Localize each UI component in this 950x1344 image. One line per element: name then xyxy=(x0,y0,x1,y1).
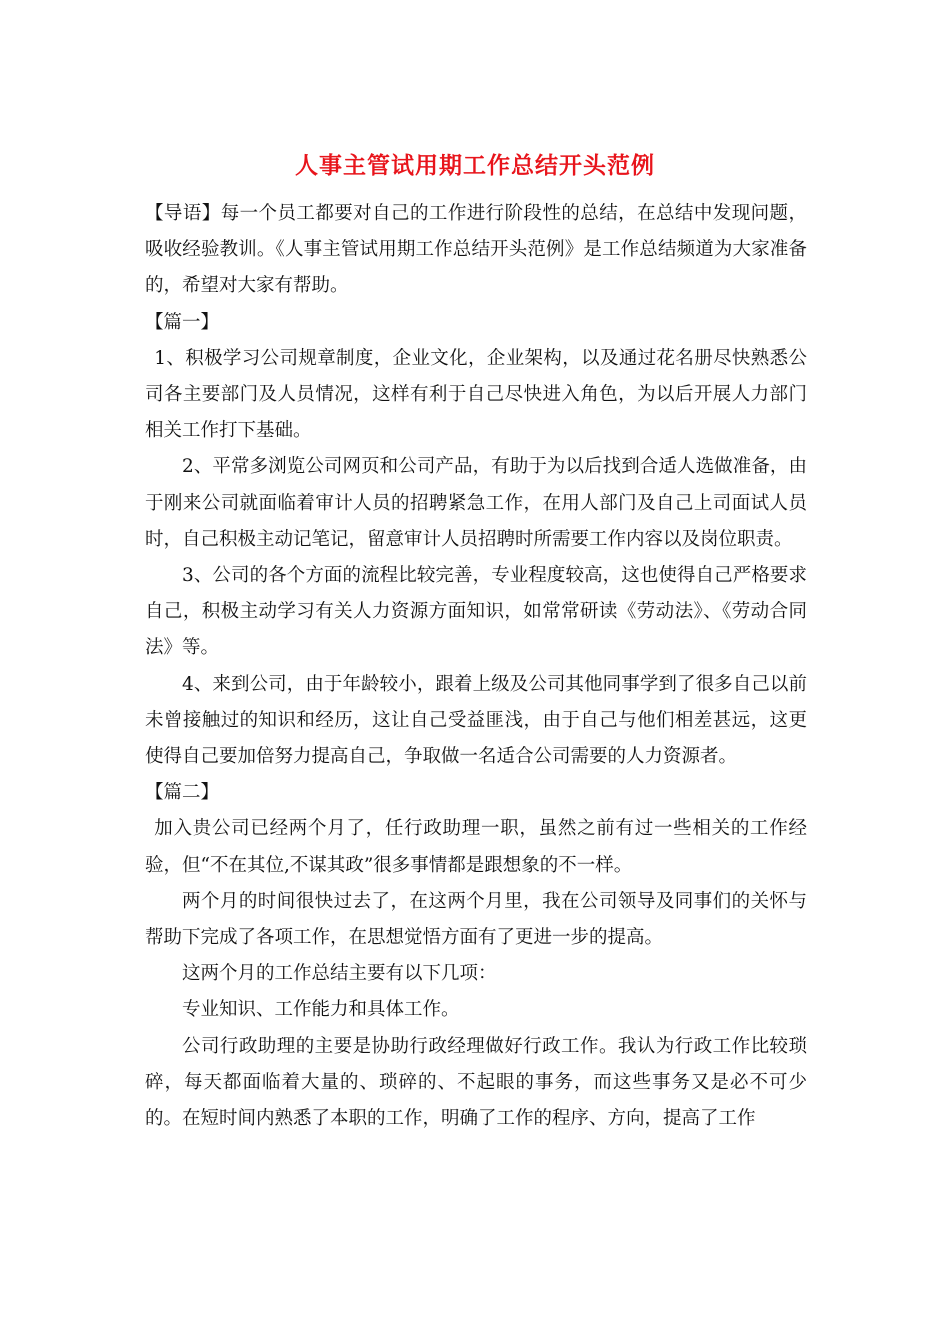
document-title: 人事主管试用期工作总结开头范例 xyxy=(295,153,655,179)
section2-paragraph: 加入贵公司已经两个月了，任行政助理一职，虽然之前有过一些相关的工作经验，但“不在其位,不谋其政”很多事情都是跟想象的不一样。 xyxy=(145,818,807,876)
section2-paragraph: 公司行政助理的主要是协助行政经理做好行政工作。我认为行政工作比较琐碎，每天都面临着大量的、琐碎的、不起眼的事务，而这些事务又是必不可少的。在短时间内熟悉了本职的工作，明确了工作的程序、方向，提高了工作 xyxy=(145,1035,807,1130)
section-heading-1: 【篇一】 xyxy=(145,311,220,333)
section1-paragraph: 3、公司的各个方面的流程比较完善，专业程度较高，这也使得自己严格要求自己，积极主动学习有关人力资源方面知识，如常常研读《劳动法》、《劳动合同法》等。 xyxy=(145,565,807,659)
section-heading-2: 【篇二】 xyxy=(145,782,220,804)
section1-paragraph: 2、平常多浏览公司网页和公司产品，有助于为以后找到合适人选做准备，由于刚来公司就面临着审计人员的招聘紧急工作，在用人部门及自己上司面试人员时，自己积极主动记笔记，留意审计人员招聘时所需要工作内容以及岗位职责。 xyxy=(145,456,807,550)
section1-paragraph: 4、来到公司，由于年龄较小，跟着上级及公司其他同事学到了很多自己以前未曾接触过的知识和经历，这让自己受益匪浅，由于自己与他们相差甚远，这更使得自己要加倍努力提高自己，争取做一名适合公司需要的人力资源者。 xyxy=(145,673,807,768)
intro-paragraph: 【导语】每一个员工都要对自己的工作进行阶段性的总结，在总结中发现问题，吸收经验教训。《人事主管试用期工作总结开头范例》是工作总结频道为大家准备的，希望对大家有帮助。 xyxy=(145,203,807,297)
section2-paragraph: 专业知识、工作能力和具体工作。 xyxy=(182,999,460,1021)
section2-paragraph: 这两个月的工作总结主要有以下几项： xyxy=(182,963,497,985)
section1-paragraph: 1、积极学习公司规章制度，企业文化，企业架构，以及通过花名册尽快熟悉公司各主要部门及人员情况，这样有利于自己尽快进入角色，为以后开展人力部门相关工作打下基础。 xyxy=(145,347,807,442)
document-body xyxy=(145,196,807,1137)
section2-paragraph: 两个月的时间很快过去了，在这两个月里，我在公司领导及同事们的关怀与帮助下完成了各项工作，在思想觉悟方面有了更进一步的提高。 xyxy=(145,890,807,949)
